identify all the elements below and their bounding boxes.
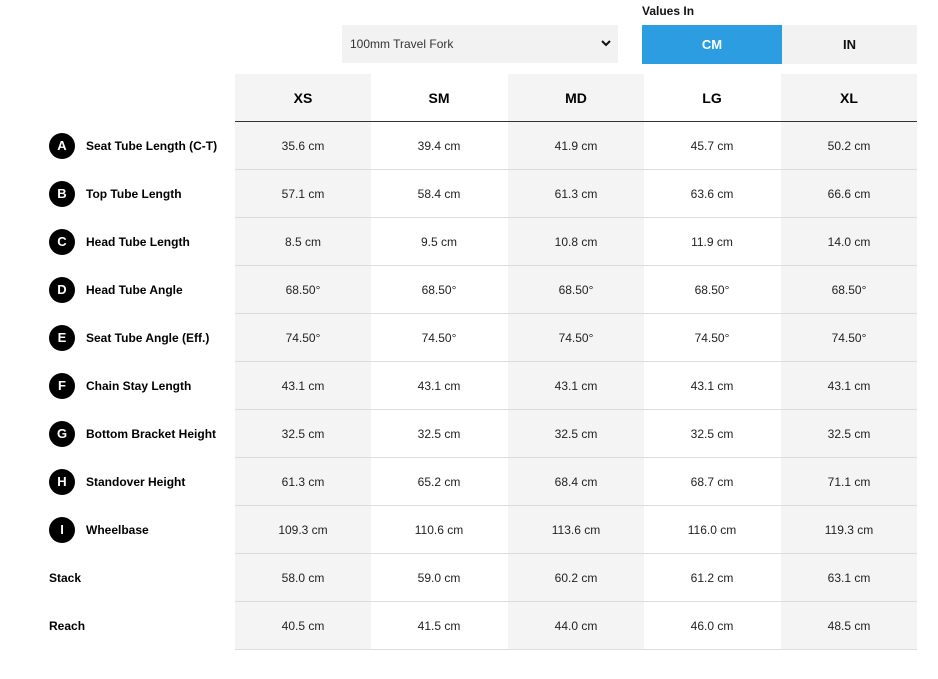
row-label-text: Chain Stay Length	[86, 378, 192, 393]
row-label-text: Stack	[49, 570, 82, 585]
table-row	[0, 458, 938, 506]
table-row	[0, 506, 938, 554]
measurement-badge: G	[49, 421, 75, 447]
size-header-xl: XL	[781, 74, 917, 121]
table-cell: 9.5 cm	[420, 234, 457, 249]
table-cell: 46.0 cm	[690, 618, 734, 633]
table-cell: 68.50°	[235, 266, 371, 313]
table-cell: 44.0 cm	[508, 602, 644, 649]
row-label-text: Head Tube Angle	[86, 282, 183, 297]
size-header-sm: SM	[428, 89, 450, 106]
measurement-badge: I	[49, 517, 75, 543]
table-cell: 61.2 cm	[690, 570, 734, 585]
row-label	[49, 122, 217, 169]
unit-cm-button[interactable]: CM	[642, 25, 782, 64]
fork-select[interactable]	[342, 25, 618, 63]
row-label	[49, 410, 216, 457]
table-cell: 68.50°	[421, 282, 457, 297]
table-cell: 68.4 cm	[508, 458, 644, 505]
table-row	[0, 362, 938, 410]
table-cell: 43.1 cm	[235, 362, 371, 409]
row-label	[49, 266, 183, 313]
table-cell: 68.50°	[508, 266, 644, 313]
table-row	[0, 218, 938, 266]
table-cell: 43.1 cm	[508, 362, 644, 409]
row-label-text: Head Tube Length	[86, 234, 190, 249]
measurement-badge: D	[49, 277, 75, 303]
row-label-text: Wheelbase	[86, 522, 149, 537]
table-cell: 68.7 cm	[690, 474, 734, 489]
table-cell: 68.50°	[694, 282, 730, 297]
table-cell: 63.1 cm	[781, 554, 917, 601]
table-cell: 58.4 cm	[417, 186, 461, 201]
row-label	[49, 506, 149, 553]
table-cell: 74.50°	[781, 314, 917, 361]
row-label-text: Seat Tube Angle (Eff.)	[86, 330, 210, 345]
size-header-md: MD	[508, 74, 644, 121]
table-cell: 10.8 cm	[508, 218, 644, 265]
table-row	[0, 602, 938, 650]
row-label-text: Standover Height	[86, 474, 186, 489]
geometry-table	[0, 74, 938, 650]
table-cell: 41.9 cm	[508, 122, 644, 169]
row-label	[49, 554, 81, 601]
table-cell: 58.0 cm	[235, 554, 371, 601]
table-row	[0, 266, 938, 314]
table-cell: 74.50°	[235, 314, 371, 361]
table-cell: 74.50°	[694, 330, 730, 345]
table-cell: 74.50°	[421, 330, 457, 345]
table-cell: 11.9 cm	[691, 234, 733, 249]
measurement-badge: F	[49, 373, 75, 399]
table-cell: 60.2 cm	[508, 554, 644, 601]
table-cell: 71.1 cm	[781, 458, 917, 505]
table-cell: 48.5 cm	[781, 602, 917, 649]
table-cell: 61.3 cm	[508, 170, 644, 217]
unit-in-button[interactable]: IN	[782, 25, 917, 64]
table-cell: 40.5 cm	[235, 602, 371, 649]
size-header-row	[0, 74, 938, 121]
row-label	[49, 314, 209, 361]
row-label	[49, 170, 182, 217]
measurement-badge: C	[49, 229, 75, 255]
row-label-text: Bottom Bracket Height	[86, 426, 217, 441]
table-cell: 61.3 cm	[235, 458, 371, 505]
row-divider	[235, 649, 917, 650]
table-cell: 45.7 cm	[690, 138, 734, 153]
table-row	[0, 314, 938, 362]
table-cell: 43.1 cm	[781, 362, 917, 409]
row-label	[49, 362, 191, 409]
table-cell: 59.0 cm	[417, 570, 461, 585]
row-label-text: Reach	[49, 618, 86, 633]
table-cell: 68.50°	[781, 266, 917, 313]
table-row	[0, 122, 938, 170]
table-cell: 43.1 cm	[690, 378, 734, 393]
table-cell: 41.5 cm	[417, 618, 461, 633]
table-row	[0, 554, 938, 602]
table-cell: 14.0 cm	[781, 218, 917, 265]
row-label-text: Top Tube Length	[86, 186, 182, 201]
table-cell: 66.6 cm	[781, 170, 917, 217]
table-cell: 8.5 cm	[235, 218, 371, 265]
chevron-down-icon	[600, 37, 612, 49]
table-row	[0, 410, 938, 458]
units-label: Values In	[642, 4, 695, 18]
geometry-rows	[0, 122, 938, 650]
table-cell: 32.5 cm	[781, 410, 917, 457]
table-cell: 110.6 cm	[414, 522, 464, 537]
table-cell: 32.5 cm	[508, 410, 644, 457]
table-cell: 32.5 cm	[690, 426, 734, 441]
table-cell: 109.3 cm	[235, 506, 371, 553]
table-row	[0, 170, 938, 218]
measurement-badge: B	[49, 181, 75, 207]
table-cell: 35.6 cm	[235, 122, 371, 169]
measurement-badge: H	[49, 469, 75, 495]
table-cell: 119.3 cm	[781, 506, 917, 553]
table-cell: 32.5 cm	[417, 426, 461, 441]
row-label	[49, 602, 85, 649]
table-cell: 50.2 cm	[781, 122, 917, 169]
size-header-lg: LG	[702, 89, 722, 106]
fork-select-value: 100mm Travel Fork	[350, 37, 454, 51]
measurement-badge: E	[49, 325, 75, 351]
table-cell: 65.2 cm	[417, 474, 461, 489]
table-cell: 39.4 cm	[417, 138, 461, 153]
row-label-text: Seat Tube Length (C-T)	[86, 138, 218, 153]
row-label	[49, 458, 185, 505]
table-cell: 32.5 cm	[235, 410, 371, 457]
table-cell: 74.50°	[508, 314, 644, 361]
size-header-xs: XS	[235, 74, 371, 121]
table-cell: 43.1 cm	[417, 378, 461, 393]
table-cell: 116.0 cm	[687, 522, 737, 537]
table-cell: 63.6 cm	[690, 186, 734, 201]
table-cell: 57.1 cm	[235, 170, 371, 217]
measurement-badge: A	[49, 133, 75, 159]
row-label	[49, 218, 190, 265]
table-cell: 113.6 cm	[508, 506, 644, 553]
